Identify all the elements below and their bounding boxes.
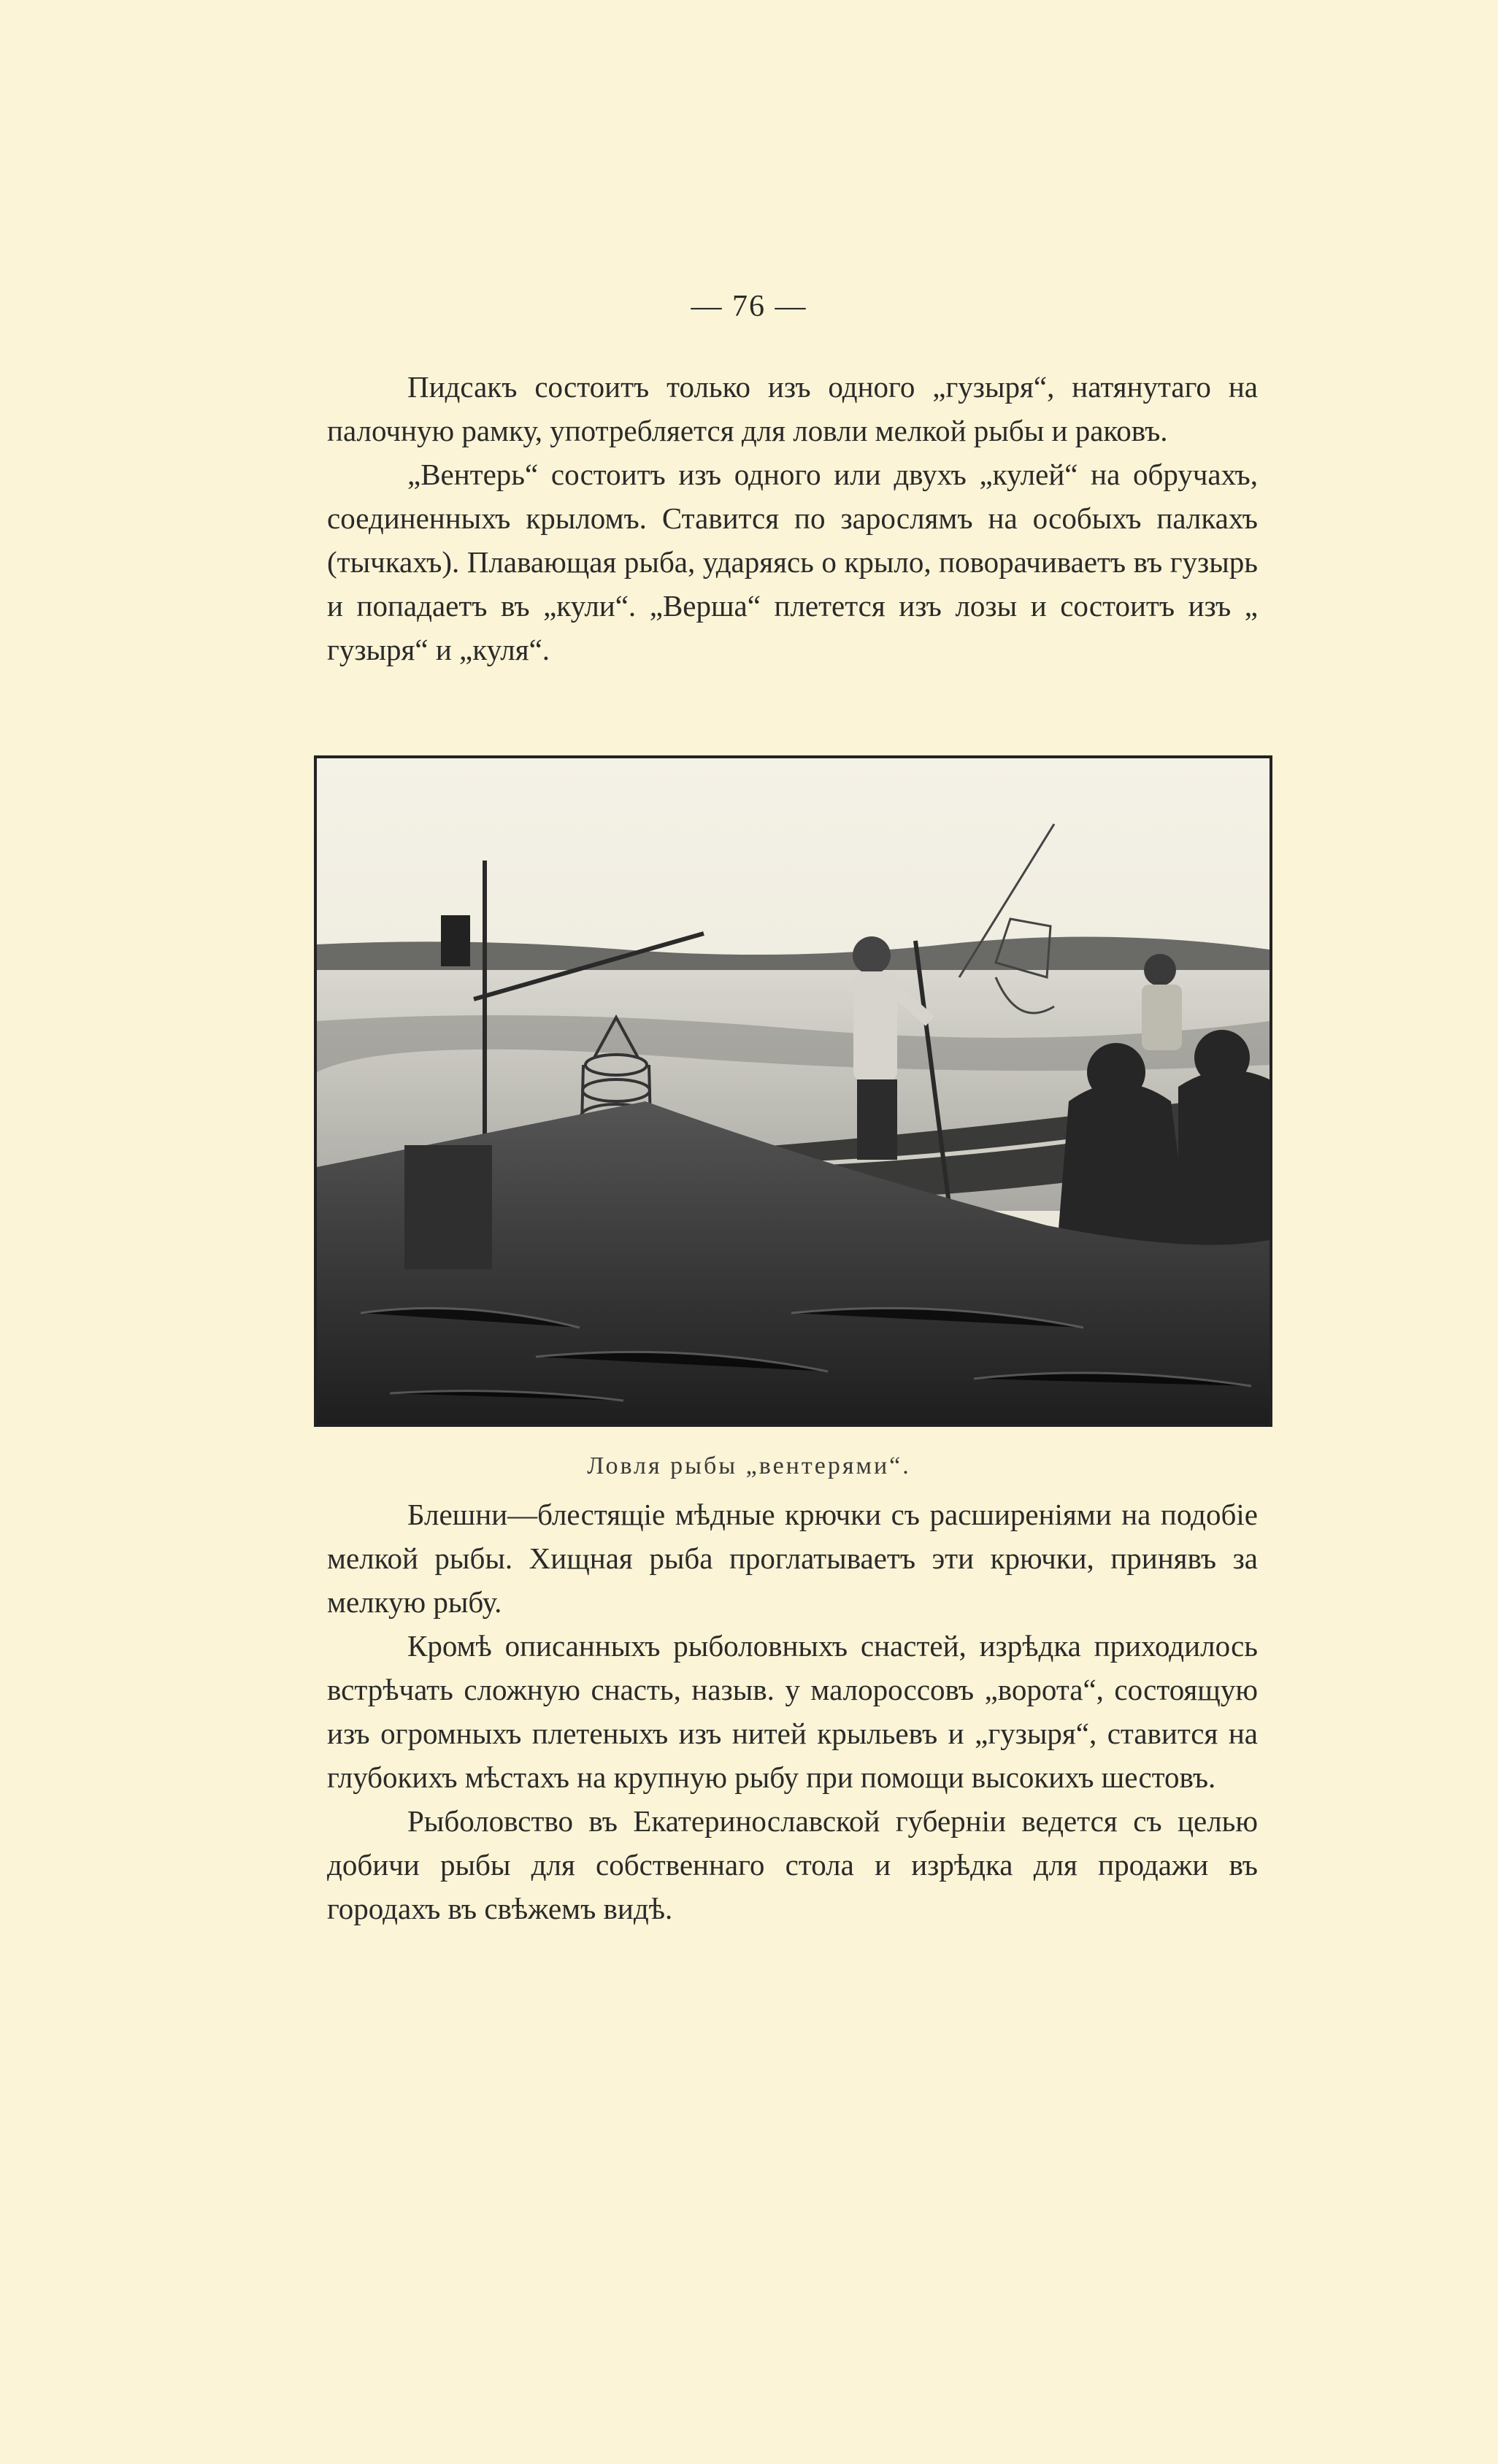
paragraph: Блешни—блестящіе мѣдные крючки съ расширеніями на подобіе мелкой рыбы. Хищная рыба проглатываетъ эти крючки, принявъ за мелкую рыбу. — [327, 1498, 1258, 1619]
paragraph: Пидсакъ состоитъ только изъ одного „гузыря“, натянутаго на палочную рамку, употребляется для ловли мелкой рыбы и раковъ. — [327, 370, 1258, 447]
top-text-block — [327, 365, 1258, 671]
paragraph: Рыболовство въ Екатеринославской губерніи ведется съ целью добичи рыбы для собственнаго стола и изрѣдка для продажи въ городахъ въ свѣжемъ видѣ. — [327, 1804, 1258, 1925]
figure-caption: Ловля рыбы „вентерями“. — [587, 1452, 911, 1479]
page-number: — 76 — — [691, 290, 807, 323]
paragraph: „Вентерь“ состоитъ изъ одного или двухъ „кулей“ на обручахъ, соединенныхъ крыломъ. Ставится по зарослямъ на особыхъ палкахъ (тычкахъ). Плавающая рыба, ударяясь о крыло, поворачиваетъ въ гузырь и попадаетъ въ „кули“. „Верша“ плетется изъ лозы и состоитъ изъ „ гузыря“ и „куля“. — [327, 458, 1258, 666]
photo-fishing-with-venters — [314, 755, 1272, 1427]
paragraph: Кромѣ описанныхъ рыболовныхъ снастей, изрѣдка приходилось встрѣчать сложную снасть, назыв. у малороссовъ „ворота“, состоящую изъ огромныхъ плетеныхъ изъ нитей крыльевъ и „гузыря“, ставится на глубокихъ мѣстахъ на крупную рыбу при помощи высокихъ шестовъ. — [327, 1629, 1258, 1794]
bottom-text-block — [327, 1493, 1258, 1930]
